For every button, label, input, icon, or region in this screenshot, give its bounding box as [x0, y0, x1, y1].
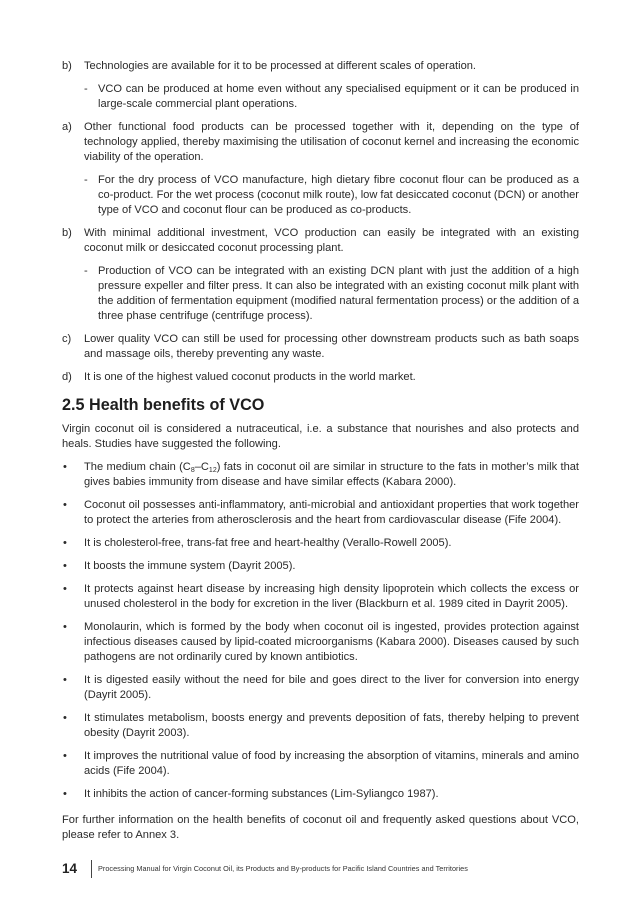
- list-marker: d): [62, 371, 72, 383]
- footer-text: Processing Manual for Virgin Coconut Oil, its Products and By-products for Pacific Island Countries and Territories: [98, 864, 468, 873]
- bullet-item: [62, 536, 579, 551]
- list-item-text: Technologies are available for it to be processed at different scales of operation.: [84, 60, 477, 72]
- bullet-marker: •: [63, 712, 67, 724]
- list-marker: a): [62, 121, 72, 133]
- sub-item-text: VCO can be produced at home even without any specialised equipment or it can be produced in large-scale commercial plant operations.: [98, 83, 579, 110]
- bullet-item: [62, 749, 579, 779]
- sub-item-text: For the dry process of VCO manufacture, high dietary fibre coconut flour can be produced as a co-product. For the wet process (coconut milk route), low fat desiccated coconut (DCN) or another type of VCO and coconut flour can be produced as co-products.: [98, 174, 579, 216]
- section-heading: 2.5 Health benefits of VCO: [62, 396, 265, 414]
- closing-paragraph: For further information on the health benefits of coconut oil and frequently asked questions about VCO, please refer to Annex 3.: [62, 814, 579, 842]
- list-item: [62, 226, 579, 256]
- bullet-text: It improves the nutritional value of food by increasing the absorption of vitamins, minerals and amino acids (Fife 2004).: [84, 750, 579, 777]
- bullet-text: It protects against heart disease by increasing high density lipoprotein which collects the excess or unused cholesterol in the body for excretion in the liver (Blackburn et al. 1989 cited in Dayrit 2005).: [84, 583, 579, 610]
- bullet-marker: •: [63, 537, 67, 549]
- list-marker: b): [62, 60, 72, 72]
- list-item-text: With minimal additional investment, VCO production can easily be integrated with an existing coconut milk or desiccated coconut processing plant.: [84, 227, 579, 254]
- sub-item: [62, 264, 579, 324]
- bullet-text: It is cholesterol-free, trans-fat free and heart-healthy (Verallo-Rowell 2005).: [84, 537, 452, 549]
- dash-marker: -: [84, 265, 88, 277]
- list-item: [62, 332, 579, 362]
- list-item: [62, 59, 579, 74]
- bullet-item: [62, 582, 579, 612]
- bullet-text: It is digested easily without the need for bile and goes direct to the liver for conversion into energy (Dayrit 2005).: [84, 674, 579, 701]
- sub-item-text: Production of VCO can be integrated with an existing DCN plant with just the addition of a high pressure expeller and filter press. It can also be integrated with an existing coconut milk plant with the addition of fermentation equipment (modified natural fermentation process) or the addition of a three phase centrifuge (centrifuge process).: [98, 265, 579, 322]
- section-intro: Virgin coconut oil is considered a nutraceutical, i.e. a substance that nourishes and also protects and heals. Studies have suggested the following.: [62, 423, 579, 450]
- list-item: [62, 120, 579, 165]
- sub-item: [62, 82, 579, 112]
- bullet-item: [62, 559, 579, 574]
- dash-marker: -: [84, 174, 88, 186]
- bullet-text: Monolaurin, which is formed by the body when coconut oil is ingested, provides protection against infectious diseases caused by lipid-coated microorganisms (Kabara 2000). Diseases caused by such pathogens are not ordinarily cured by known antibiotics.: [84, 621, 579, 663]
- bullet-text: The medium chain $(C_8-C_{12})$ fats in coconut oil are similar in structure to the fats in mother’s milk that gives babies immunity from disease and have similar effects (Kabara 2000).: [84, 461, 580, 488]
- page-number: 14: [62, 861, 78, 876]
- bullet-item: [62, 711, 579, 741]
- list-item-text: It is one of the highest valued coconut products in the world market.: [84, 371, 416, 383]
- bullet-marker: •: [63, 560, 67, 572]
- bullet-text: It boosts the immune system (Dayrit 2005).: [84, 560, 296, 572]
- list-item-text: Lower quality VCO can still be used for processing other downstream products such as bath soaps and massage oils, thereby preventing any waste.: [84, 333, 579, 360]
- bullet-item: [62, 460, 579, 490]
- bullet-marker: •: [63, 750, 67, 762]
- list-marker: b): [62, 227, 72, 239]
- page-content: [62, 59, 579, 851]
- bullet-marker: •: [63, 583, 67, 595]
- bullet-text: It stimulates metabolism, boosts energy and prevents deposition of fats, thereby helping to prevent obesity (Dayrit 2003).: [84, 712, 579, 739]
- bullet-marker: •: [63, 621, 67, 633]
- sub-item: [62, 173, 579, 218]
- bullet-item: [62, 673, 579, 703]
- bullet-text: Coconut oil possesses anti-inflammatory, anti-microbial and antioxidant properties that work together to protect the arteries from atherosclerosis and the heart from cardiovascular disease (Fife 2004).: [84, 499, 579, 526]
- list-item: [62, 370, 579, 385]
- dash-marker: -: [84, 83, 88, 95]
- bullet-text: It inhibits the action of cancer-forming substances (Lim-Syliangco 1987).: [84, 788, 439, 800]
- footer-divider: [91, 860, 92, 878]
- page-footer: [62, 860, 592, 878]
- advantages-list: [62, 59, 579, 385]
- bullet-marker: •: [63, 788, 67, 800]
- bullet-item: [62, 787, 579, 802]
- benefits-list: [62, 460, 579, 802]
- list-item-text: Other functional food products can be processed together with it, depending on the type of technology applied, thereby maximising the utilisation of coconut kernel and increasing the economic viability of the operation.: [84, 121, 579, 163]
- bullet-item: [62, 498, 579, 528]
- bullet-item: [62, 620, 579, 665]
- bullet-marker: •: [63, 499, 67, 511]
- bullet-marker: •: [63, 461, 67, 473]
- bullet-marker: •: [63, 674, 67, 686]
- list-marker: c): [62, 333, 72, 345]
